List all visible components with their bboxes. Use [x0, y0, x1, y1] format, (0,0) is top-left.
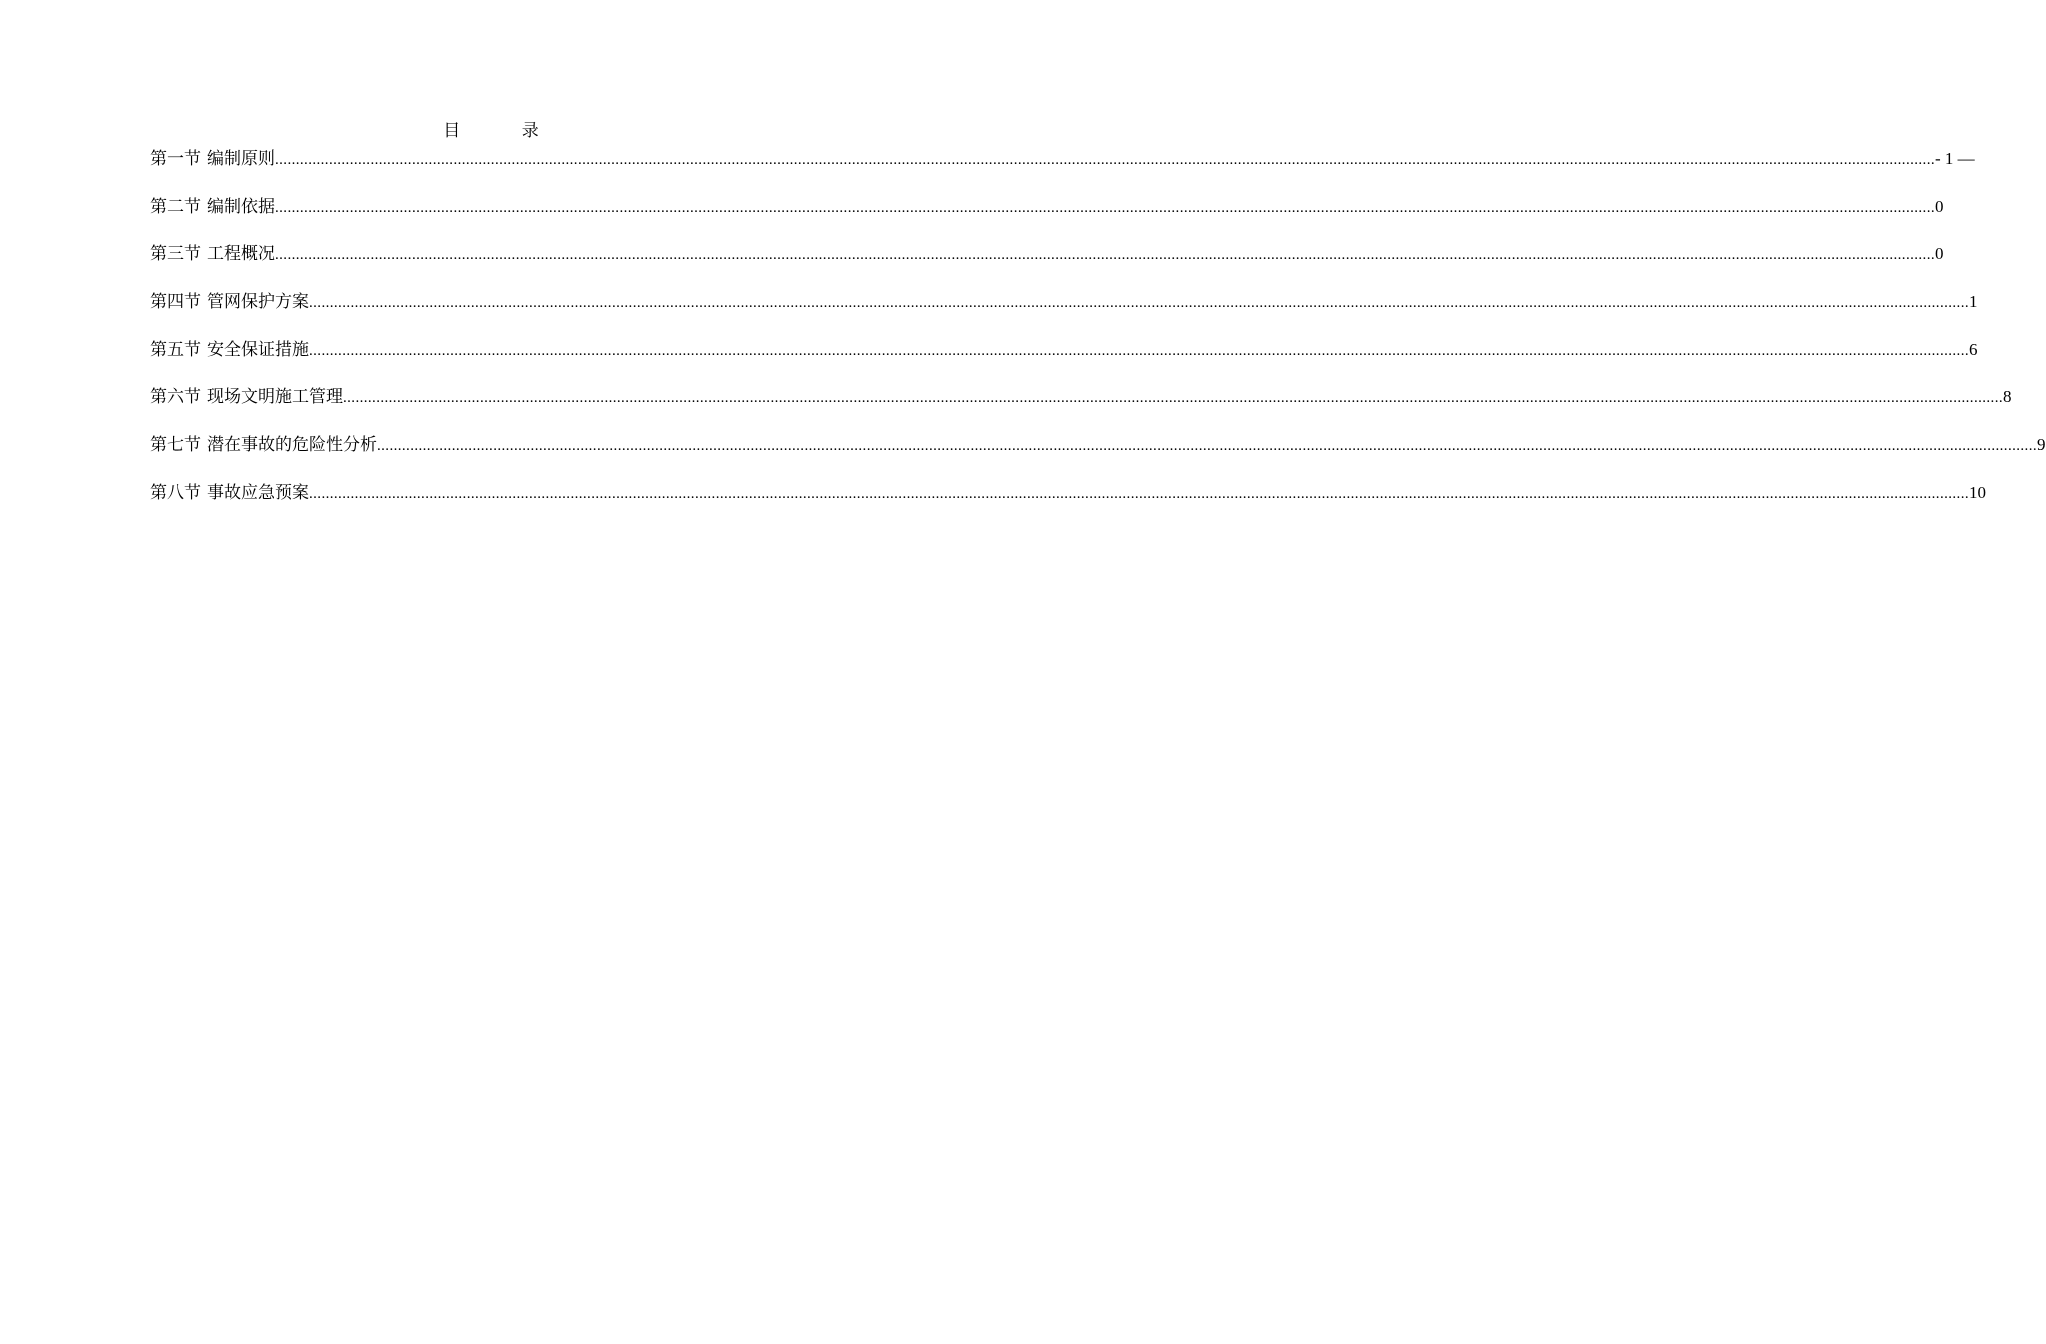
toc-section-number: 第二节: [150, 196, 201, 217]
toc-entry-label: [150, 480, 309, 506]
toc-entry[interactable]: [150, 241, 1944, 289]
toc-entry-label: [150, 384, 343, 410]
toc-section-number: 第八节: [150, 482, 201, 503]
toc-section-number: 第一节: [150, 149, 201, 169]
toc-entry-label: [150, 337, 309, 363]
toc-section-number: 第五节: [150, 339, 201, 360]
toc-leader-dots: ................................................................................................................................................................................................................................................................................................................................................................................................................: [275, 152, 1935, 168]
toc-entry[interactable]: [150, 146, 1975, 194]
toc-entry-label: [150, 241, 275, 267]
toc-page-number: 9: [2037, 435, 2046, 455]
toc-entry-label: [150, 194, 275, 220]
toc-page-number: 8: [2003, 387, 2012, 407]
toc-leader-dots: ................................................................................................................................................................................................................................................................................................................................................................................................................: [275, 247, 1935, 264]
toc-section-number: 第三节: [150, 244, 201, 265]
toc-entry[interactable]: [150, 337, 1978, 385]
toc-page-number: 10: [1969, 482, 1986, 502]
toc-heading: 潜在事故的危险性分析: [207, 435, 377, 456]
toc-page-number: 6: [1969, 339, 1978, 359]
toc-entry[interactable]: [150, 384, 2012, 432]
toc-leader-dots: ................................................................................................................................................................................................................................................................................................................................................................................................................: [309, 342, 1969, 359]
toc-entry-label: [150, 146, 275, 172]
table-of-contents: [150, 146, 2046, 528]
toc-entry[interactable]: [150, 432, 2046, 480]
toc-leader-dots: ................................................................................................................................................................................................................................................................................................................................................................................................................: [309, 295, 1969, 312]
toc-entry[interactable]: [150, 289, 1978, 337]
toc-section-number: 第四节: [150, 292, 201, 313]
toc-entry-label: [150, 289, 309, 315]
toc-heading: 管网保护方案: [207, 292, 309, 313]
toc-leader-dots: ................................................................................................................................................................................................................................................................................................................................................................................................................: [275, 199, 1935, 216]
toc-title: 目 录: [443, 121, 567, 141]
toc-page-number: 1: [1969, 292, 1978, 312]
toc-heading: 工程概况: [207, 244, 275, 265]
toc-entry[interactable]: [150, 194, 1944, 242]
toc-page-number: 0: [1935, 244, 1944, 264]
toc-heading: 安全保证措施: [207, 339, 309, 360]
toc-entry-label: [150, 432, 377, 458]
toc-heading: 事故应急预案: [207, 482, 309, 503]
toc-leader-dots: ................................................................................................................................................................................................................................................................................................................................................................................................................: [377, 438, 2037, 455]
toc-section-number: 第七节: [150, 435, 201, 456]
toc-page-number: 0: [1935, 196, 1944, 216]
toc-heading: 现场文明施工管理: [207, 387, 343, 408]
toc-leader-dots: ................................................................................................................................................................................................................................................................................................................................................................................................................: [343, 390, 2003, 407]
toc-leader-dots: ................................................................................................................................................................................................................................................................................................................................................................................................................: [309, 485, 1969, 502]
toc-heading: 编制原则: [207, 149, 275, 169]
toc-page-number: - 1 —: [1935, 149, 1975, 168]
toc-entry[interactable]: [150, 480, 1986, 528]
toc-section-number: 第六节: [150, 387, 201, 408]
toc-heading: 编制依据: [207, 196, 275, 217]
